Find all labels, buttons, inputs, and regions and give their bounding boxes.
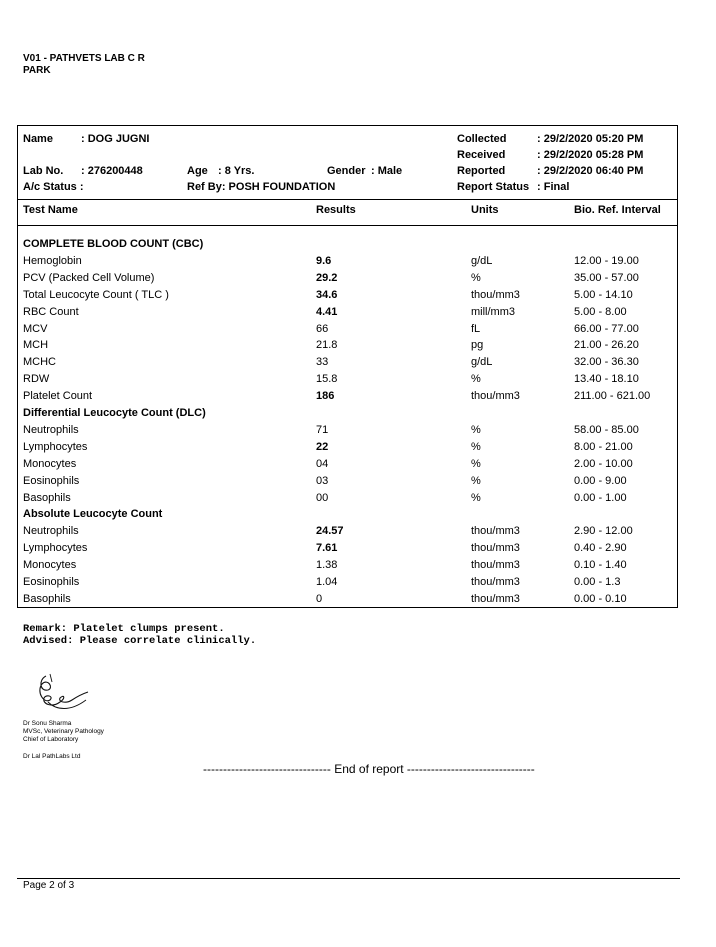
ref-by: Ref By: POSH FOUNDATION: [187, 181, 336, 193]
test-unit: thou/mm3: [471, 390, 520, 403]
remark: Remark: Platelet clumps present.: [23, 623, 225, 635]
test-name: Basophils: [23, 592, 71, 605]
test-result: 21.8: [316, 339, 338, 352]
test-unit: thou/mm3: [471, 559, 520, 572]
advised: Advised: Please correlate clinically.: [23, 635, 257, 647]
test-name: Basophils: [23, 491, 71, 504]
test-name: Platelet Count: [23, 390, 93, 403]
name-label: Name: [23, 133, 53, 145]
test-ref-interval: 211.00 - 621.00: [574, 390, 651, 403]
collected-label: Collected: [457, 133, 507, 145]
test-result: 04: [316, 457, 329, 470]
test-ref-interval: 21.00 - 26.20: [574, 339, 639, 352]
doctor-title: Chief of Laboratory: [23, 736, 79, 743]
test-ref-interval: 58.00 - 85.00: [574, 423, 639, 436]
test-ref-interval: 12.00 - 19.00: [574, 254, 639, 267]
test-unit: pg: [471, 339, 484, 352]
test-unit: %: [471, 373, 481, 386]
test-ref-interval: 0.00 - 0.10: [574, 592, 627, 605]
labno-value: : 276200448: [81, 165, 143, 177]
report-status-value: : Final: [537, 181, 570, 193]
test-result: 29.2: [316, 271, 338, 284]
gender-label: Gender: [327, 165, 366, 177]
test-ref-interval: 0.10 - 1.40: [574, 559, 627, 572]
footer-divider: [17, 878, 680, 879]
col-results: Results: [316, 204, 356, 216]
test-unit: %: [471, 440, 481, 453]
lab-location: PARK: [23, 65, 51, 76]
ac-status-label: A/c Status :: [23, 181, 84, 193]
test-name: Total Leucocyte Count ( TLC ): [23, 288, 169, 301]
test-result: 0: [316, 592, 323, 605]
test-result: 1.38: [316, 559, 338, 572]
section-heading: Differential Leucocyte Count (DLC): [23, 407, 206, 419]
test-ref-interval: 0.00 - 9.00: [574, 474, 627, 487]
test-result: 4.41: [316, 305, 338, 318]
test-name: Eosinophils: [23, 474, 80, 487]
test-unit: %: [471, 271, 481, 284]
received-label: Received: [457, 149, 506, 161]
test-unit: %: [471, 457, 481, 470]
labno-label: Lab No.: [23, 165, 64, 177]
section-heading: COMPLETE BLOOD COUNT (CBC): [23, 238, 204, 250]
section-heading: Absolute Leucocyte Count: [23, 508, 163, 521]
test-result: 71: [316, 423, 329, 436]
test-name: Neutrophils: [23, 525, 79, 538]
test-name: Neutrophils: [23, 423, 79, 436]
test-name: Lymphocytes: [23, 440, 88, 453]
test-ref-interval: 66.00 - 77.00: [574, 322, 639, 335]
test-ref-interval: 13.40 - 18.10: [574, 373, 639, 386]
divider-header: [18, 225, 677, 226]
test-ref-interval: 32.00 - 36.30: [574, 356, 639, 369]
test-unit: mill/mm3: [471, 305, 515, 318]
divider-top: [18, 199, 677, 200]
test-result: 7.61: [316, 542, 338, 555]
test-unit: %: [471, 474, 481, 487]
test-name: RBC Count: [23, 305, 79, 318]
test-result: 24.57: [316, 525, 344, 538]
collected-value: : 29/2/2020 05:20 PM: [537, 133, 644, 145]
test-ref-interval: 0.40 - 2.90: [574, 542, 627, 555]
test-name: PCV (Packed Cell Volume): [23, 271, 155, 284]
test-name: Hemoglobin: [23, 254, 82, 267]
test-ref-interval: 5.00 - 8.00: [574, 305, 627, 318]
test-result: 9.6: [316, 254, 332, 267]
col-ref-interval: Bio. Ref. Interval: [574, 204, 661, 216]
reported-value: : 29/2/2020 06:40 PM: [537, 165, 644, 177]
test-unit: thou/mm3: [471, 592, 520, 605]
test-unit: thou/mm3: [471, 525, 520, 538]
test-ref-interval: 0.00 - 1.3: [574, 576, 621, 588]
signatory: [23, 720, 104, 744]
test-ref-interval: 0.00 - 1.00: [574, 491, 627, 504]
test-result: 00: [316, 491, 329, 504]
age-label: Age: [187, 165, 208, 177]
lab-org: Dr Lal PathLabs Ltd: [23, 753, 81, 760]
test-result: 1.04: [316, 576, 338, 588]
test-unit: g/dL: [471, 356, 493, 369]
test-result: 34.6: [316, 288, 338, 301]
lab-header: [23, 53, 145, 77]
test-name: MCV: [23, 322, 48, 335]
doctor-name: Dr Sonu Sharma: [23, 720, 72, 727]
test-name: Eosinophils: [23, 576, 80, 588]
test-result: 15.8: [316, 373, 338, 386]
report-status-label: Report Status: [457, 181, 530, 193]
test-unit: thou/mm3: [471, 576, 520, 588]
test-name: MCHC: [23, 356, 56, 369]
page-number: Page 2 of 3: [23, 880, 75, 891]
signature-image: [30, 670, 92, 716]
reported-label: Reported: [457, 165, 506, 177]
name-value: : DOG JUGNI: [81, 133, 150, 145]
test-result: 03: [316, 474, 329, 487]
end-of-report: -------------------------------- End of report --------------------------------: [203, 762, 535, 776]
gender-value: : Male: [371, 165, 403, 177]
test-unit: fL: [471, 322, 481, 335]
test-result: 22: [316, 440, 329, 453]
test-result: 66: [316, 322, 329, 335]
lab-name: V01 - PATHVETS LAB C R: [23, 53, 145, 64]
test-ref-interval: 8.00 - 21.00: [574, 440, 633, 453]
test-ref-interval: 35.00 - 57.00: [574, 271, 639, 284]
test-name: Lymphocytes: [23, 542, 88, 555]
test-ref-interval: 2.90 - 12.00: [574, 525, 633, 538]
test-unit: thou/mm3: [471, 542, 520, 555]
test-unit: %: [471, 491, 481, 504]
received-value: : 29/2/2020 05:28 PM: [537, 149, 644, 161]
test-ref-interval: 2.00 - 10.00: [574, 457, 633, 470]
col-test-name: Test Name: [23, 204, 78, 216]
test-name: Monocytes: [23, 559, 77, 572]
test-unit: g/dL: [471, 254, 493, 267]
test-name: Monocytes: [23, 457, 77, 470]
report-box: [17, 125, 678, 608]
test-unit: thou/mm3: [471, 288, 520, 301]
age-value: : 8 Yrs.: [218, 165, 255, 177]
test-unit: %: [471, 423, 481, 436]
test-ref-interval: 5.00 - 14.10: [574, 288, 633, 301]
col-units: Units: [471, 204, 499, 216]
test-result: 186: [316, 390, 335, 403]
test-name: RDW: [23, 373, 50, 386]
doctor-degree: MVSc, Veterinary Pathology: [23, 728, 104, 735]
test-result: 33: [316, 356, 329, 369]
test-name: MCH: [23, 339, 49, 352]
